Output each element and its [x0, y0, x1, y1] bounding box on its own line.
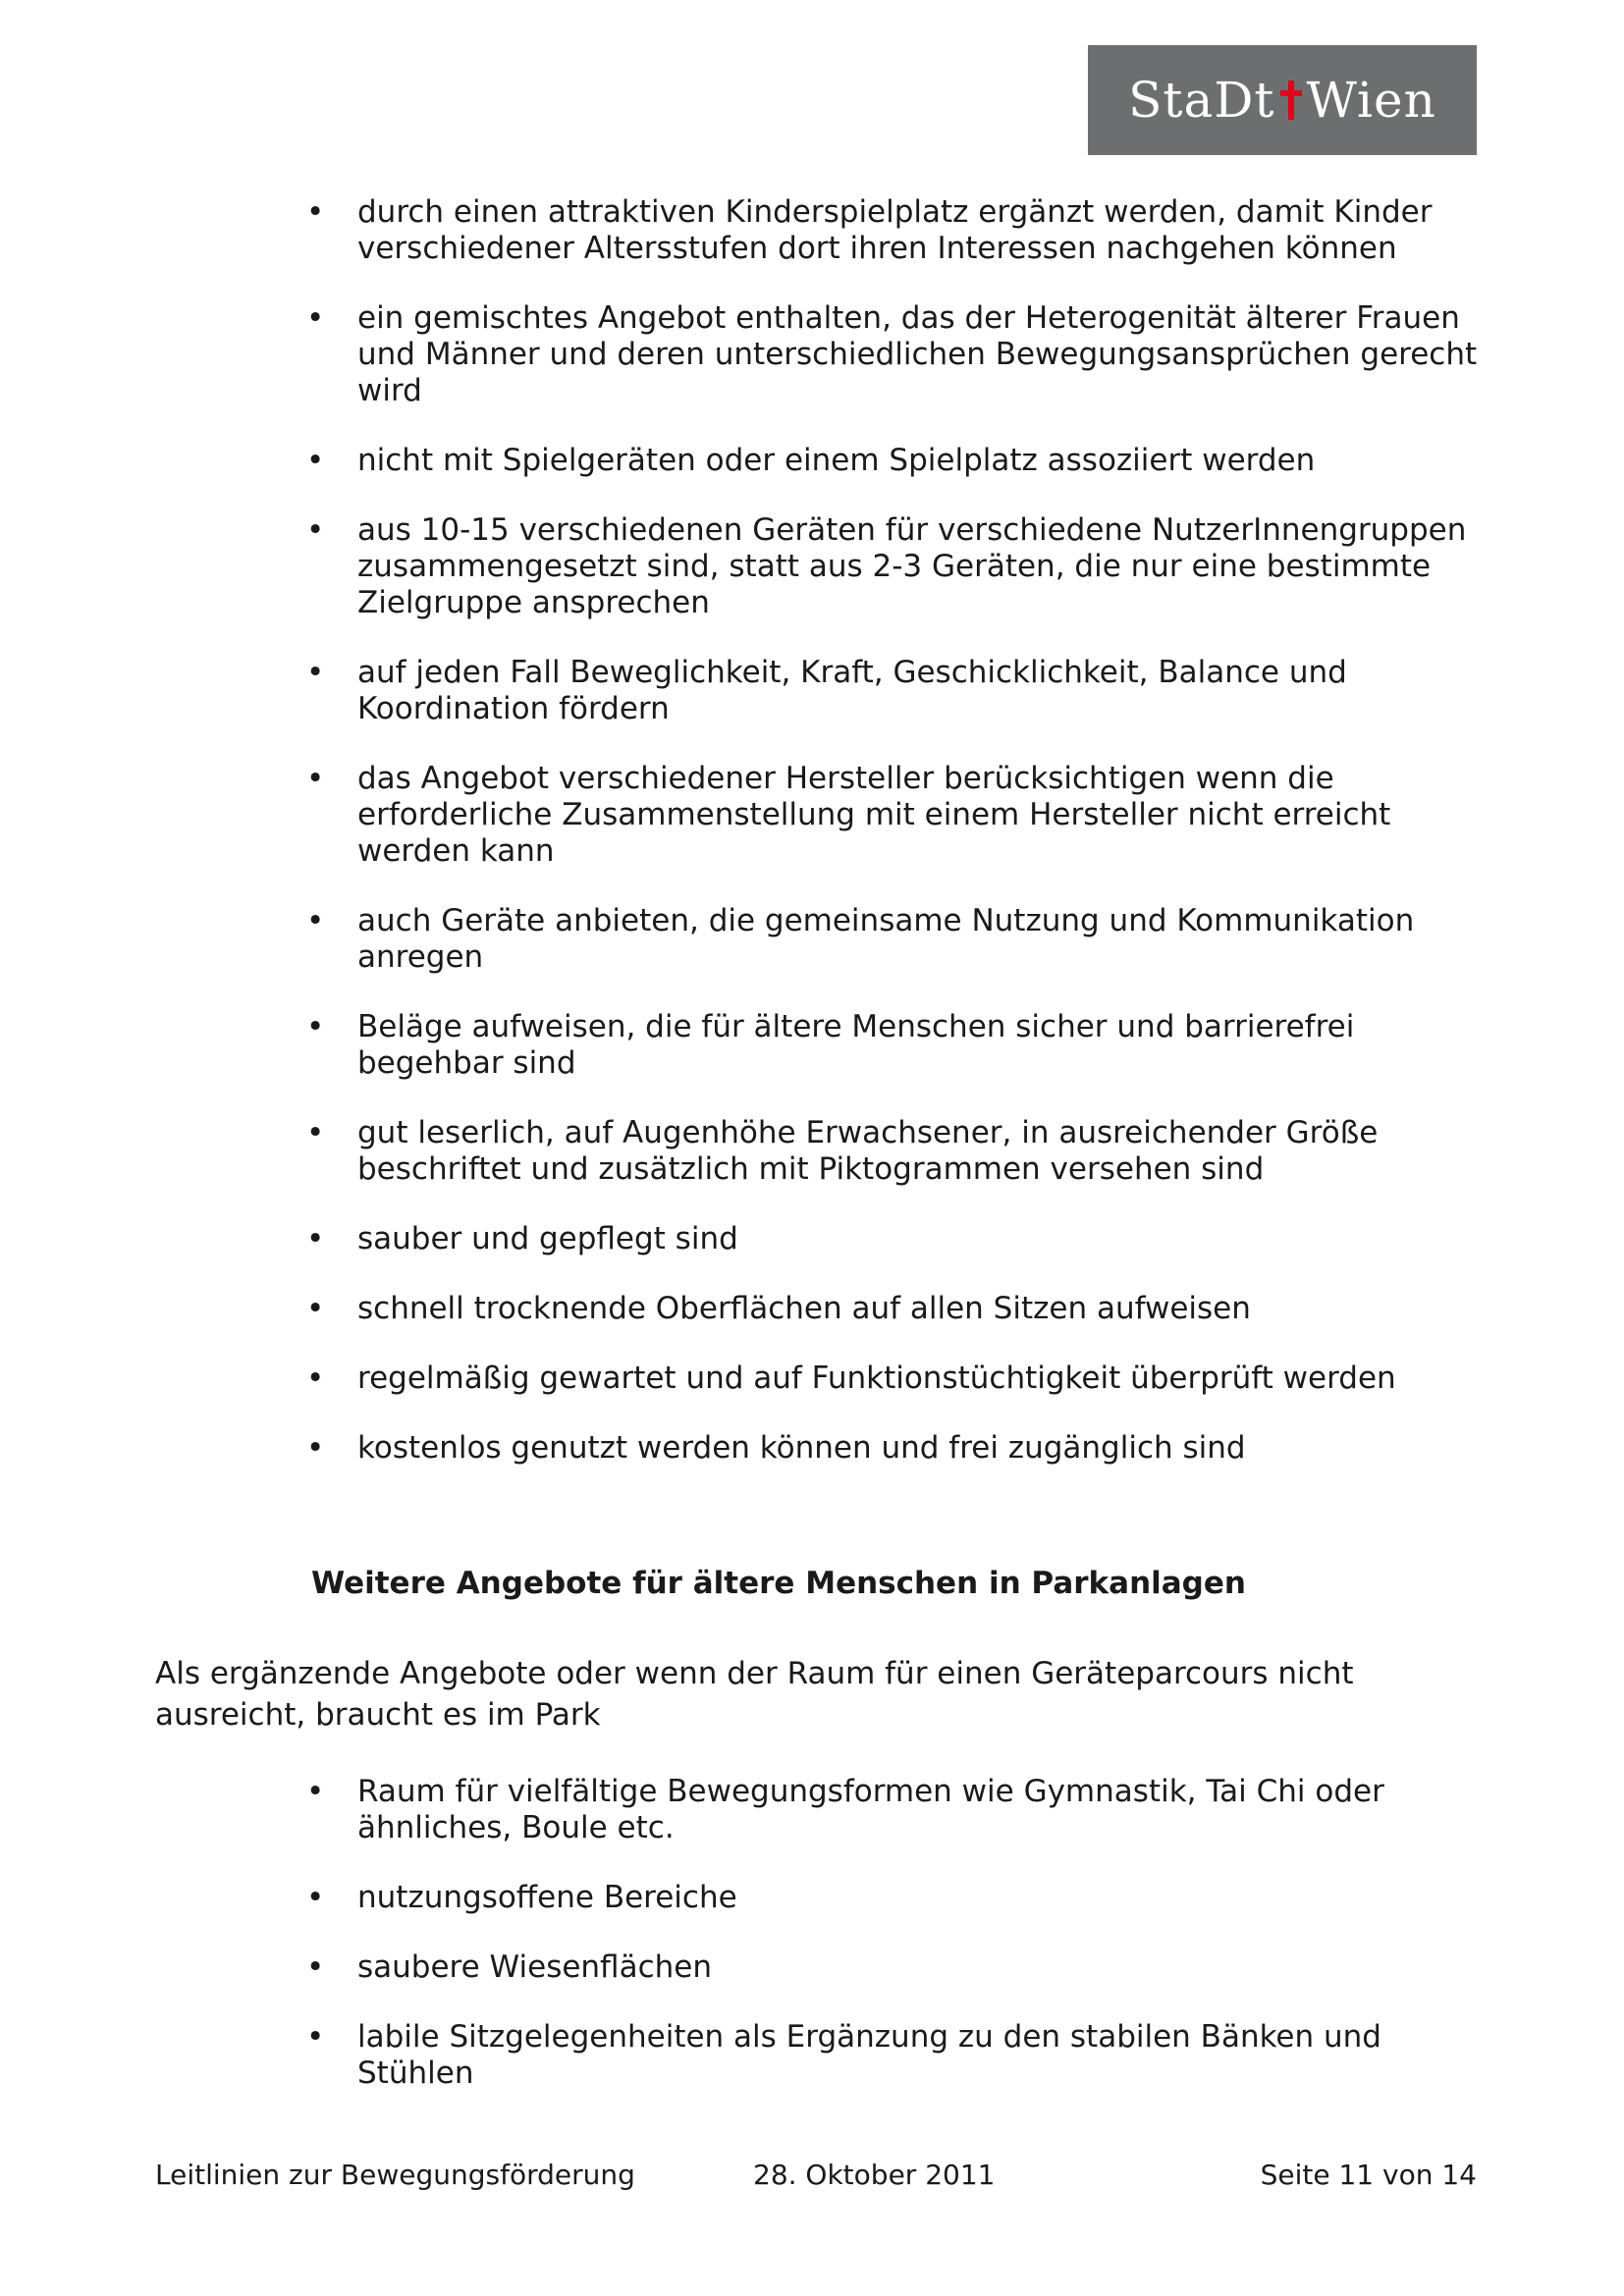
bullet-icon: • — [306, 1430, 325, 1466]
list-item-text: auf jeden Fall Beweglichkeit, Kraft, Geschicklichkeit, Balance und Koordination fördern — [357, 655, 1347, 726]
bullet-icon: • — [306, 443, 325, 478]
list-item-text: das Angebot verschiedener Hersteller berücksichtigen wenn die erforderliche Zusammenstellung mit einem Hersteller nicht erreicht werden kann — [357, 761, 1391, 869]
list-item — [306, 761, 1485, 870]
list-item — [306, 2019, 1485, 2092]
section-heading: Weitere Angebote für ältere Menschen in Parkanlagen — [311, 1566, 1246, 1601]
bullet-icon: • — [306, 1115, 325, 1150]
bullet-icon: • — [306, 194, 325, 230]
bullet-icon: • — [306, 1880, 325, 1915]
list-item-text: ein gemischtes Angebot enthalten, das der Heterogenität älterer Frauen und Männer und deren unterschiedlichen Bewegungsansprüchen gerecht wird — [357, 300, 1478, 408]
list-item — [306, 1774, 1485, 1846]
list-item — [306, 194, 1485, 267]
list-item — [306, 512, 1485, 621]
requirements-list — [306, 194, 1485, 1500]
bullet-icon: • — [306, 761, 325, 796]
list-item-text: schnell trocknende Oberflächen auf allen Sitzen aufweisen — [357, 1291, 1251, 1326]
list-item — [306, 1430, 1485, 1467]
list-item — [306, 1291, 1485, 1327]
list-item — [306, 1221, 1485, 1257]
list-item-text: labile Sitzgelegenheiten als Ergänzung zu den stabilen Bänken und Stühlen — [357, 2019, 1381, 2091]
list-item-text: nutzungsoffene Bereiche — [357, 1880, 737, 1915]
list-item — [306, 903, 1485, 976]
list-item-text: saubere Wiesenflächen — [357, 1949, 712, 1985]
list-item — [306, 300, 1485, 409]
list-item-text: regelmäßig gewartet und auf Funktionstüchtigkeit überprüft werden — [357, 1361, 1396, 1396]
footer-document-title: Leitlinien zur Bewegungsförderung — [155, 2159, 635, 2191]
list-item — [306, 655, 1485, 727]
bullet-icon: • — [306, 1361, 325, 1396]
list-item — [306, 1009, 1485, 1082]
list-item — [306, 443, 1485, 479]
bullet-icon: • — [306, 1291, 325, 1326]
bullet-icon: • — [306, 1774, 325, 1809]
section-intro: Als ergänzende Angebote oder wenn der Raum für einen Geräteparcours nicht ausreicht, braucht es im Park — [155, 1656, 1354, 1733]
list-item-text: Beläge aufweisen, die für ältere Menschen sicher und barrierefrei begehbar sind — [357, 1009, 1355, 1081]
list-item-text: gut leserlich, auf Augenhöhe Erwachsener, in ausreichender Größe beschriftet und zusätzlich mit Piktogrammen versehen sind — [357, 1115, 1379, 1187]
bullet-icon: • — [306, 1221, 325, 1256]
logo-text-stadt: StaDt — [1128, 72, 1275, 129]
footer-page-number: Seite 11 von 14 — [1260, 2159, 1477, 2191]
list-item-text: kostenlos genutzt werden können und frei zugänglich sind — [357, 1430, 1246, 1466]
list-item — [306, 1115, 1485, 1188]
vienna-cross-icon — [1278, 79, 1304, 122]
logo-wordmark — [1128, 72, 1436, 129]
list-item-text: aus 10-15 verschiedenen Geräten für verschiedene NutzerInnengruppen zusammengesetzt sind, statt aus 2-3 Geräten, die nur eine bestimmte Zielgruppe ansprechen — [357, 512, 1467, 620]
bullet-icon: • — [306, 1009, 325, 1044]
list-item-text: Raum für vielfältige Bewegungsformen wie Gymnastik, Tai Chi oder ähnliches, Boule etc. — [357, 1774, 1384, 1845]
stadt-wien-logo — [1088, 45, 1477, 155]
list-item-text: sauber und gepflegt sind — [357, 1221, 738, 1256]
list-item — [306, 1880, 1485, 1916]
list-item-text: auch Geräte anbieten, die gemeinsame Nutzung und Kommunikation anregen — [357, 903, 1415, 975]
page-footer — [155, 2156, 1477, 2195]
footer-date: 28. Oktober 2011 — [753, 2159, 996, 2191]
bullet-icon: • — [306, 655, 325, 690]
bullet-icon: • — [306, 1949, 325, 1985]
bullet-icon: • — [306, 512, 325, 548]
bullet-icon: • — [306, 300, 325, 336]
bullet-icon: • — [306, 2019, 325, 2055]
list-item-text: durch einen attraktiven Kinderspielplatz ergänzt werden, damit Kinder verschiedener Altersstufen dort ihren Interessen nachgehen können — [357, 194, 1433, 266]
logo-text-wien: Wien — [1306, 72, 1436, 129]
list-item — [306, 1361, 1485, 1397]
list-item-text: nicht mit Spielgeräten oder einem Spielplatz assoziiert werden — [357, 443, 1316, 478]
bullet-icon: • — [306, 903, 325, 938]
additional-offers-list — [306, 1774, 1485, 2125]
list-item — [306, 1949, 1485, 1986]
